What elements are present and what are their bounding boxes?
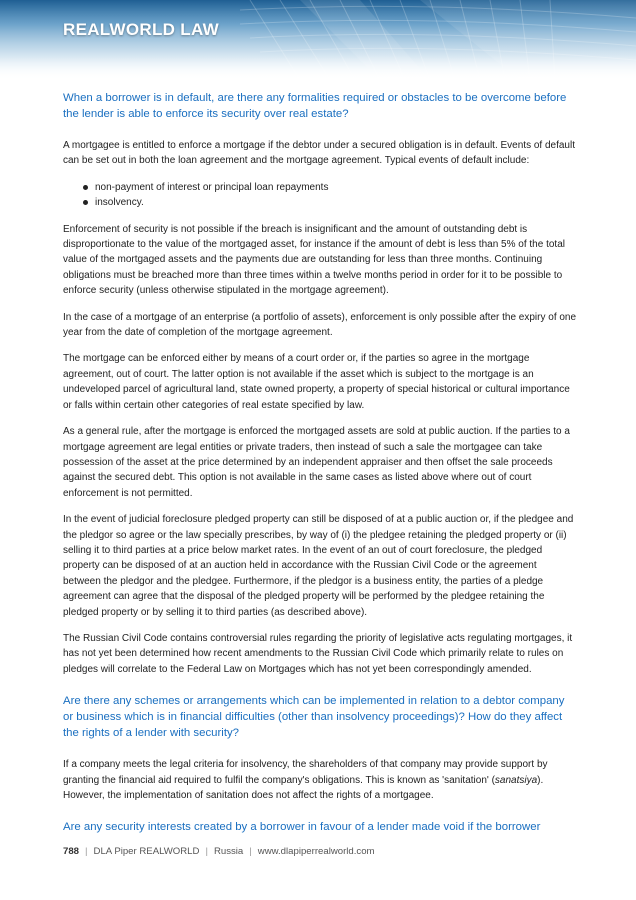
brand-title: REALWORLD LAW bbox=[63, 20, 219, 39]
footer-divider: | bbox=[85, 846, 88, 857]
paragraph-enterprise-mortgage: In the case of a mortgage of an enterprise (a portfolio of assets), enforcement is only possible after the expiry of one year from the date of completion of the mortgage agreement. bbox=[63, 311, 577, 339]
paragraph-enforcement-limits: Enforcement of security is not possible if the breach is insignificant and the amount of outstanding debt is disproportionate to the value of the mortgaged asset, for instance if the amount of debt is less than 5% of the total value of the mortgaged assets and the payments due are outstanding for less than three months. Continuing obligations must be breached more than three times within a twelve months period in order for it to be possible to enforce security (unless otherwise stipulated in the mortgage agreement). bbox=[63, 223, 565, 297]
footer-divider: | bbox=[249, 846, 252, 857]
sanitation-text-start: If a company meets the legal criteria for insolvency, the shareholders of that company may provide support by granting the financial aid required to fulfil the company's obligations. This is known as 'sanitation' ( bbox=[63, 759, 548, 786]
footer-country: Russia bbox=[213, 846, 244, 857]
footer-website: www.dlapiperrealworld.com bbox=[257, 846, 375, 857]
footer-divider: | bbox=[205, 846, 208, 857]
list-item bbox=[63, 180, 577, 195]
question-heading-void-security: Are any security interests created by a borrower in favour of a lender made void if the borrower bbox=[63, 821, 541, 834]
paragraph-judicial-foreclosure: In the event of judicial foreclosure pledged property can still be disposed of at a public auction or, if the pledgee and the pledgor so agree or the law specially prescribes, by way of (i) the pledgee retaining the pledged property or (ii) selling it to third parties at a price below market rates. In the event of an out of court foreclosure, the pledged property can be disposed of at an auction held in accordance with the Russian Civil Code or the agreement between the pledgor and the pledgee. Furthermore, if the pledgor is a business entity, the parties of a pledge agreement can agree that the disposal of the pledged property will be performed by the pledgee retaining the pledged property or by selling it to third parties (as described above). bbox=[63, 514, 574, 618]
question-heading-enforcement: When a borrower is in default, are there any formalities required or obstacles to be overcome before the lender is able to enforce its security over real estate? bbox=[63, 92, 567, 120]
default-events-list bbox=[63, 180, 577, 211]
header-banner bbox=[0, 0, 636, 80]
sanitation-text-end: ). However, the implementation of sanitation does not affect the rights of a mortgagee. bbox=[63, 774, 544, 801]
list-item bbox=[63, 195, 577, 210]
paragraph-civil-code: The Russian Civil Code contains controversial rules regarding the priority of legislative acts regulating mortgages, it has not yet been determined how recent amendments to the Russian Civil Code which primarily relate to rules on pledges will correlate to the Federal Law on Mortgages which has not yet been correspondingly amended. bbox=[63, 632, 573, 675]
paragraph-court-order: The mortgage can be enforced either by means of a court order or, if the parties so agree in the mortgage agreement, out of court. The latter option is not available if the asset which is subject to the mortgage is an undeveloped parcel of agricultural land, state owned property, a property of special historical or cultural importance or falls within certain other categories of real estate specified by law. bbox=[63, 353, 570, 411]
document-body bbox=[63, 90, 577, 835]
bullet-icon bbox=[83, 185, 88, 190]
page-number: 788 bbox=[63, 846, 80, 857]
skyscraper-background-graphic bbox=[0, 0, 636, 80]
list-item-text: insolvency. bbox=[95, 197, 144, 209]
paragraph-events-of-default: A mortgagee is entitled to enforce a mortgage if the debtor under a secured obligation is in default. Events of default can be set out in both the loan agreement and the mortgage agreement. Typical events of default include: bbox=[63, 140, 575, 167]
footer-publication: DLA Piper REALWORLD bbox=[93, 846, 200, 857]
list-item-text: non-payment of interest or principal loan repayments bbox=[95, 181, 329, 193]
paragraph-public-auction: As a general rule, after the mortgage is enforced the mortgaged assets are sold at public auction. If the parties to a mortgage agreement are legal entities or private traders, then instead of such a sale the mortgagee can take possession of the asset at the price determined by an independent appraiser and then offset the sale proceeds against the secured debt. This option is not available in the same cases as listed above where out of court enforcement is not permitted. bbox=[63, 426, 570, 499]
page-footer bbox=[63, 846, 375, 857]
sanitation-term: sanatsiya bbox=[494, 774, 538, 786]
paragraph-sanitation bbox=[63, 757, 577, 803]
question-heading-schemes: Are there any schemes or arrangements which can be implemented in relation to a debtor company or business which is in financial difficulties (other than insolvency proceedings)? How do they affect the rights of a lender with security? bbox=[63, 695, 565, 740]
bullet-icon bbox=[83, 200, 88, 205]
